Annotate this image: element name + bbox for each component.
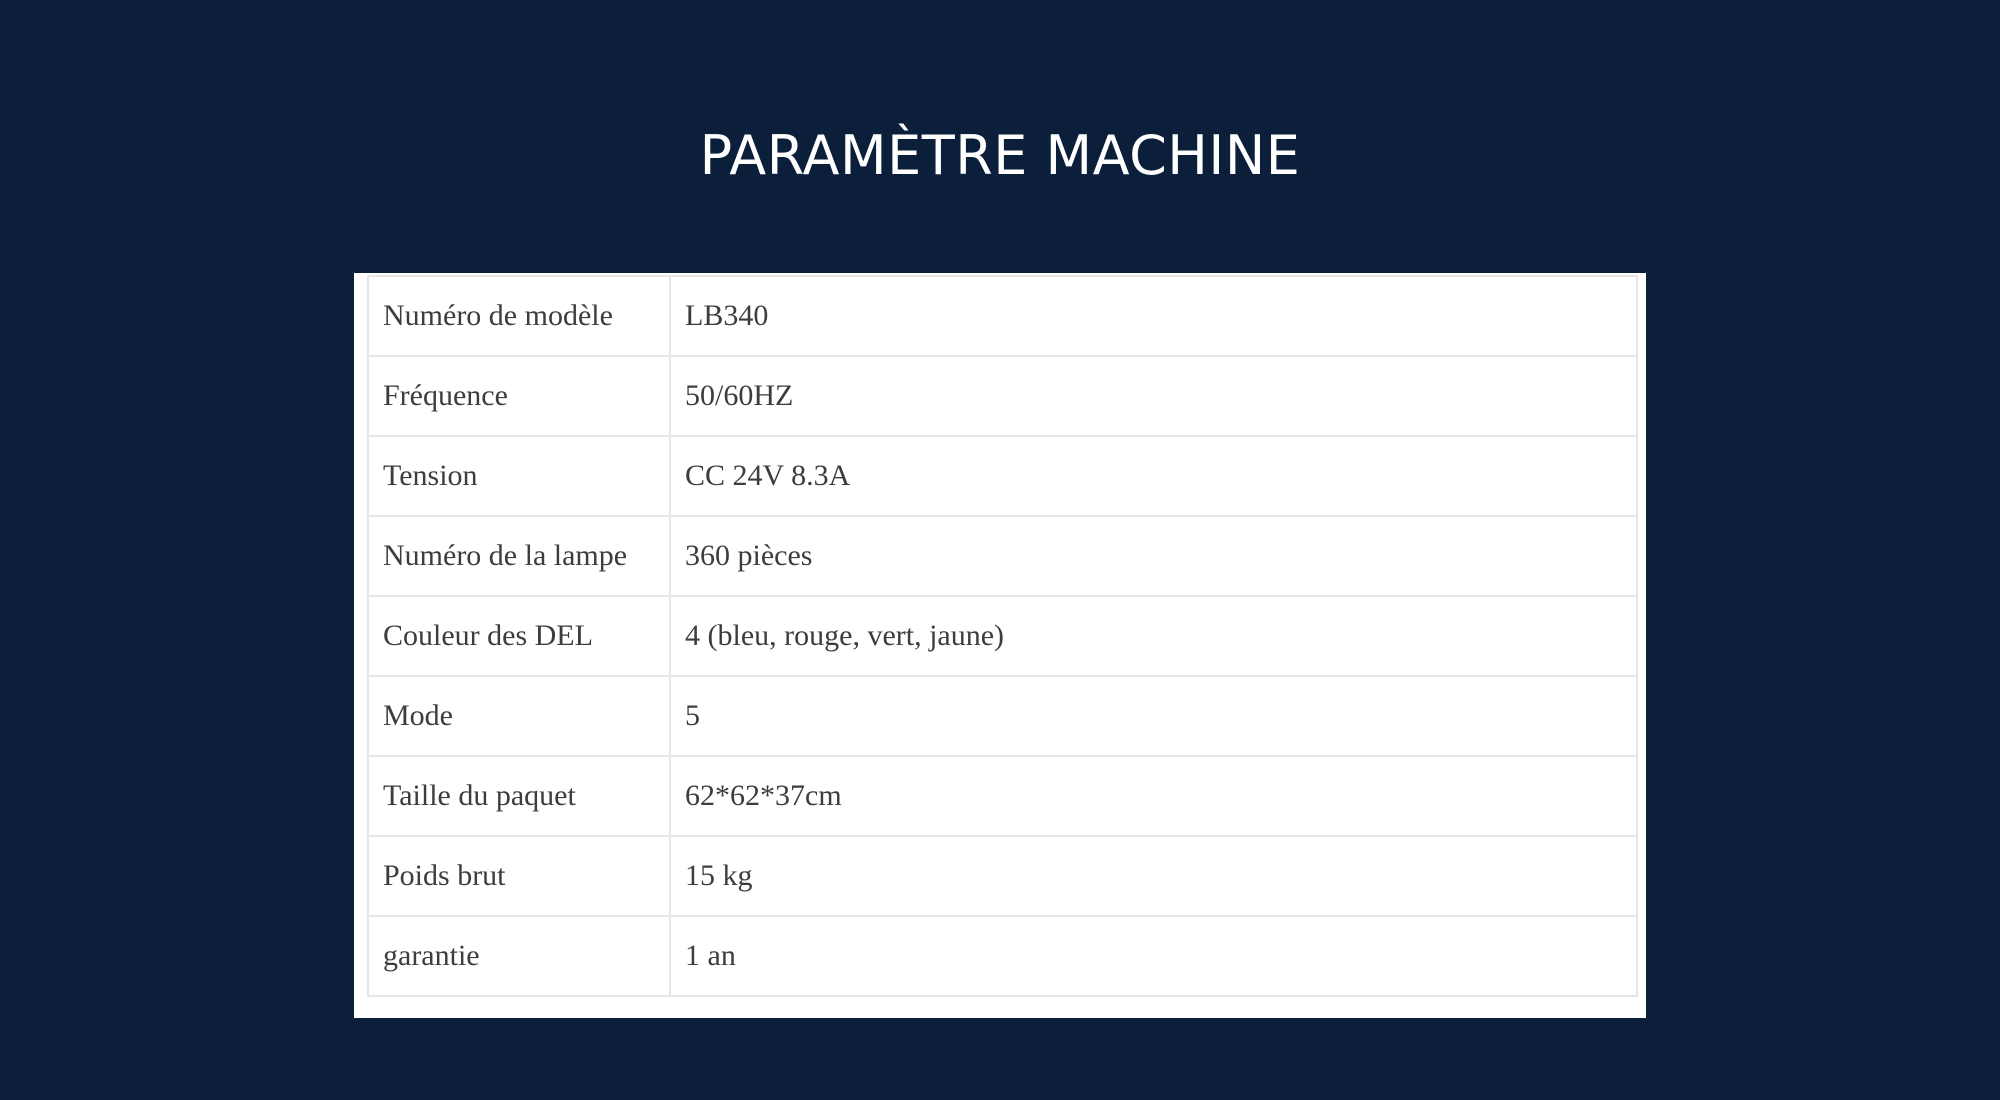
spec-table-panel xyxy=(354,273,1646,1018)
row-label: Couleur des DEL xyxy=(368,596,670,676)
row-label: Fréquence xyxy=(368,356,670,436)
table-row xyxy=(368,516,1637,596)
row-label: Taille du paquet xyxy=(368,756,670,836)
row-value: 5 xyxy=(670,676,1637,756)
row-label: garantie xyxy=(368,916,670,996)
row-value: CC 24V 8.3A xyxy=(670,436,1637,516)
row-label: Tension xyxy=(368,436,670,516)
table-row xyxy=(368,676,1637,756)
row-value: 50/60HZ xyxy=(670,356,1637,436)
table-row xyxy=(368,276,1637,356)
table-row xyxy=(368,916,1637,996)
spec-table xyxy=(367,275,1638,997)
table-row xyxy=(368,436,1637,516)
row-label: Poids brut xyxy=(368,836,670,916)
row-value: 360 pièces xyxy=(670,516,1637,596)
row-label: Mode xyxy=(368,676,670,756)
page-title: PARAMÈTRE MACHINE xyxy=(699,124,1301,187)
row-value: 1 an xyxy=(670,916,1637,996)
row-value: 4 (bleu, rouge, vert, jaune) xyxy=(670,596,1637,676)
table-row xyxy=(368,596,1637,676)
row-value: 15 kg xyxy=(670,836,1637,916)
table-row xyxy=(368,756,1637,836)
table-row xyxy=(368,836,1637,916)
row-value: 62*62*37cm xyxy=(670,756,1637,836)
row-label: Numéro de modèle xyxy=(368,276,670,356)
table-row xyxy=(368,356,1637,436)
row-value: LB340 xyxy=(670,276,1637,356)
row-label: Numéro de la lampe xyxy=(368,516,670,596)
